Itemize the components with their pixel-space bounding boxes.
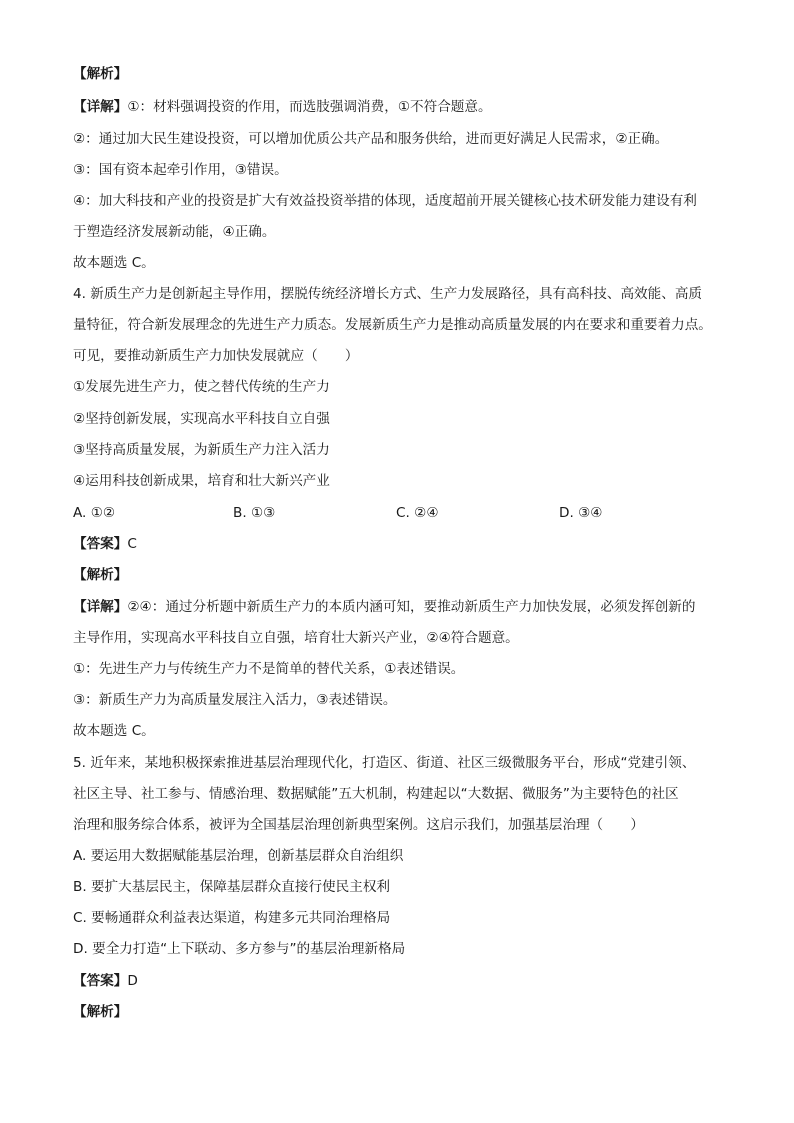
paragraph-line: ①：先进生产力与传统生产力不是简单的替代关系，①表述错误。 — [73, 661, 465, 677]
answer-tag: 【答案】 — [73, 536, 128, 552]
statement-item: ④运用科技创新成果，培育和壮大新兴产业 — [73, 473, 330, 489]
question-5-line: 5. 近年来，某地积极探索推进基层治理现代化，打造区、街道、社区三级微服务平台，形成“党建引领、 — [73, 755, 696, 771]
option-c: C. ②④ — [396, 505, 439, 521]
option-b: B. ①③ — [233, 505, 276, 521]
paragraph-line: 于塑造经济发展新动能，④正确。 — [73, 224, 276, 240]
paragraph-line: ④：加大科技和产业的投资是扩大有效益投资举措的体现，适度超前开展关键核心技术研发能力建设有利 — [73, 193, 697, 209]
analysis-heading: 【解析】 — [73, 66, 128, 82]
statement-item: ②坚持创新发展，实现高水平科技自立自强 — [73, 411, 330, 427]
detail-text: ②④：通过分析题中新质生产力的本质内涵可知，要推动新质生产力加快发展，必须发挥创新的 — [127, 599, 696, 615]
option-d: D. ③④ — [559, 505, 603, 521]
analysis-heading: 【解析】 — [73, 1004, 128, 1020]
paragraph-line: 主导作用，实现高水平科技自立自强，培育壮大新兴产业，②④符合题意。 — [73, 630, 519, 646]
option-c: C. 要畅通群众利益表达渠道，构建多元共同治理格局 — [73, 910, 391, 926]
option-d: D. 要全力打造“上下联动、多方参与”的基层治理新格局 — [73, 941, 406, 957]
conclusion-line: 故本题选 C。 — [73, 723, 155, 739]
option-a: A. ①② — [73, 505, 116, 521]
question-5-stem: 治理和服务综合体系，被评为全国基层治理创新典型案例。这启示我们，加强基层治理（ ） — [73, 817, 644, 833]
question-4-line: 4. 新质生产力是创新起主导作用，摆脱传统经济增长方式、生产力发展路径，具有高科技、高效能、高质 — [73, 286, 703, 302]
answer-line — [73, 534, 137, 554]
statement-item: ③坚持高质量发展，为新质生产力注入活力 — [73, 442, 330, 458]
detail-line — [73, 597, 696, 617]
detail-text: ①：材料强调投资的作用，而选肢强调消费，①不符合题意。 — [127, 99, 492, 115]
conclusion-line: 故本题选 C。 — [73, 255, 155, 271]
option-b: B. 要扩大基层民主，保障基层群众直接行使民主权利 — [73, 879, 391, 895]
answer-tag: 【答案】 — [73, 973, 128, 989]
paragraph-line: ③：新质生产力为高质量发展注入活力，③表述错误。 — [73, 692, 397, 708]
answer-options-row — [73, 503, 723, 523]
question-4-stem: 可见，要推动新质生产力加快发展就应（ ） — [73, 348, 359, 364]
detail-tag: 【详解】 — [73, 599, 128, 615]
answer-value: C — [127, 536, 137, 552]
answer-value: D — [127, 973, 138, 989]
detail-line — [73, 97, 492, 117]
question-5-line: 社区主导、社工参与、情感治理、数据赋能”五大机制，构建起以“大数据、微服务”为主要特色的社区 — [73, 786, 679, 802]
question-4-line: 量特征，符合新发展理念的先进生产力质态。发展新质生产力是推动高质量发展的内在要求和重要着力点。 — [73, 317, 712, 333]
analysis-heading: 【解析】 — [73, 567, 128, 583]
option-a: A. 要运用大数据赋能基层治理，创新基层群众自治组织 — [73, 848, 404, 864]
paragraph-line: ③：国有资本起牵引作用，③错误。 — [73, 162, 288, 178]
statement-item: ①发展先进生产力，使之替代传统的生产力 — [73, 379, 330, 395]
paragraph-line: ②：通过加大民生建设投资，可以增加优质公共产品和服务供给，进而更好满足人民需求，②正确。 — [73, 131, 669, 147]
detail-tag: 【详解】 — [73, 99, 128, 115]
answer-line — [73, 971, 138, 991]
